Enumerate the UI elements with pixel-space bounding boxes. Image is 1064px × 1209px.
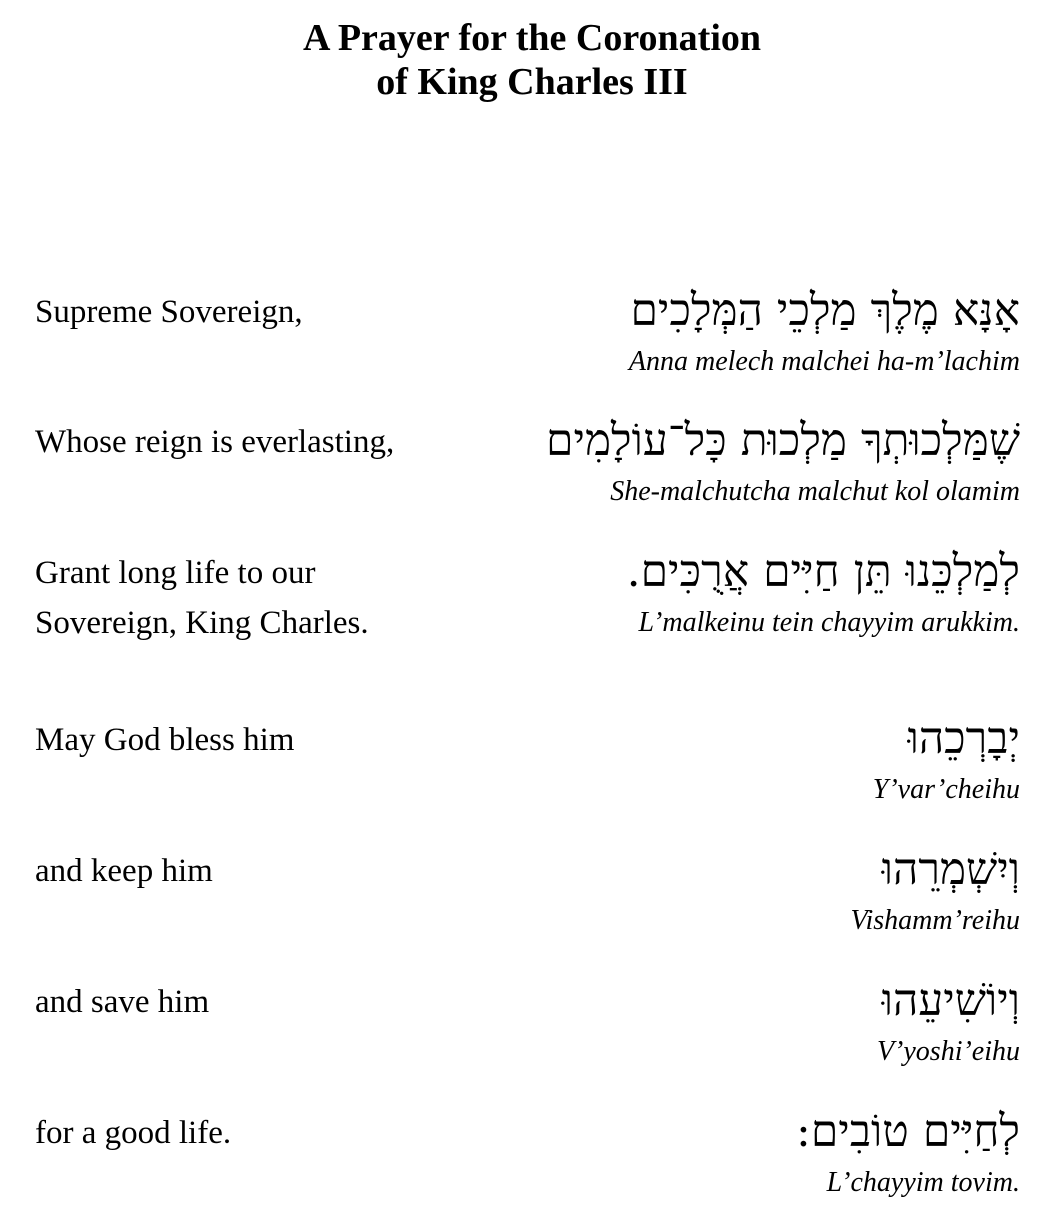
verse-5-english: and keep him <box>35 853 213 889</box>
verse-3-hebrew: לְמַלְכֵּנוּ תֵּן חַיִּים אֲרֻכִּים. <box>626 546 1020 597</box>
verse-1-hebrew: אָנָּא מֶלֶךְ מַלְכֵי הַמְּלָכִים <box>630 285 1020 336</box>
title-line-1: A Prayer for the Coronation <box>302 17 762 59</box>
verse-7-transliteration: L’chayyim tovim. <box>826 1167 1020 1198</box>
verse-7-english: for a good life. <box>35 1115 232 1151</box>
verse-6-hebrew: וְיוֹשִׁיעֵהוּ <box>881 975 1020 1026</box>
verse-3-english-line-2: Sovereign, King Charles. <box>35 605 369 641</box>
page-title <box>0 16 1064 104</box>
title-line-2: of King Charles III <box>376 61 688 103</box>
verse-5-transliteration: Vishamm’reihu <box>850 905 1020 936</box>
verse-1-english: Supreme Sovereign, <box>35 294 303 330</box>
verse-4-transliteration: Y’var’cheihu <box>872 774 1020 805</box>
verse-2-hebrew: שֶׁמַּלְכוּתְךָ מַלְכוּת כָּל־עוֹלָמִים <box>545 415 1020 466</box>
verse-1-transliteration: Anna melech malchei ha-m’lachim <box>628 346 1020 377</box>
verse-4-hebrew: יְבָרְכֵהוּ <box>907 713 1020 764</box>
verse-4-english: May God bless him <box>35 722 295 758</box>
verse-7-hebrew: לְחַיִּים טוֹבִים: <box>796 1106 1020 1157</box>
verse-2-english: Whose reign is everlasting, <box>35 424 395 460</box>
verse-6-english: and save him <box>35 984 210 1020</box>
verse-3-english-line-1: Grant long life to our <box>35 555 316 591</box>
verse-6-transliteration: V’yoshi’eihu <box>876 1036 1020 1067</box>
verse-3-transliteration: L’malkeinu tein chayyim arukkim. <box>638 607 1020 638</box>
verse-2-transliteration: She-malchutcha malchut kol olamim <box>610 476 1020 507</box>
verse-5-hebrew: וְיִשְׁמְרֵהוּ <box>881 844 1020 895</box>
